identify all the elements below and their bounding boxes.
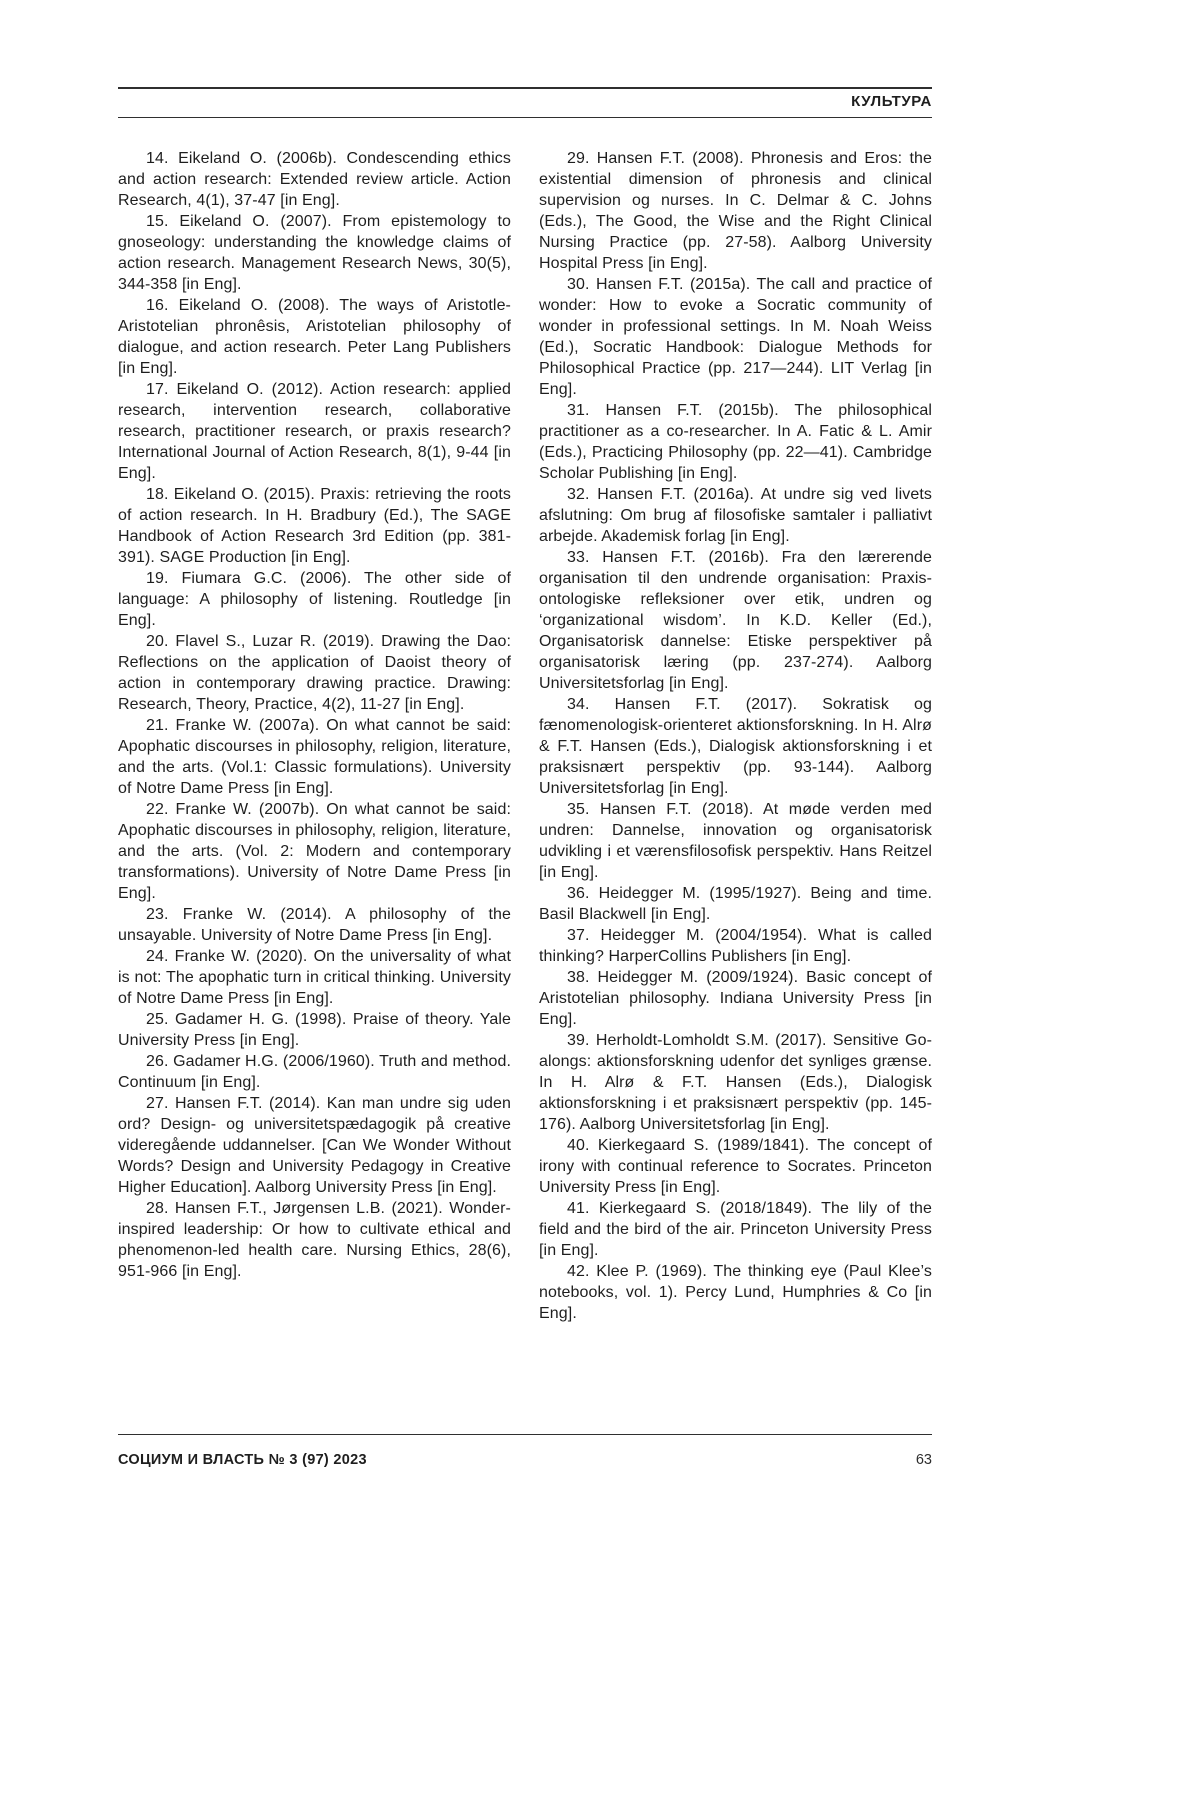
reference-entry-38: 38. Heidegger M. (2009/1924). Basic concept of Aristotelian philosophy. Indiana University Press [in Eng]. — [539, 969, 932, 1028]
reference-entry-30: 30. Hansen F.T. (2015a). The call and practice of wonder: How to evoke a Socratic community of wonder in professional settings. In M. Noah Weiss (Ed.), Socratic Handbook: Dialogue Methods for Philosophical Practice (pp. 217—244). LIT Verlag [in Eng]. — [539, 276, 932, 398]
reference-entry-26: 26. Gadamer H.G. (2006/1960). Truth and method. Continuum [in Eng]. — [118, 1053, 511, 1091]
reference-entry-27: 27. Hansen F.T. (2014). Kan man undre sig uden ord? Design- og universitetspædagogik på creative videregående uddannelser. [Can We Wonder Without Words? Design and University Pedagogy in Creative Higher Education]. Aalborg University Press [in Eng]. — [118, 1095, 511, 1196]
reference-entry-41: 41. Kierkegaard S. (2018/1849). The lily of the field and the bird of the air. Princeton University Press [in Eng]. — [539, 1200, 932, 1259]
reference-entry-25: 25. Gadamer H. G. (1998). Praise of theory. Yale University Press [in Eng]. — [118, 1011, 511, 1049]
reference-entry-32: 32. Hansen F.T. (2016a). At undre sig ved livets afslutning: Om brug af filosofiske samtaler i palliativt arbejde. Akademisk forlag [in Eng]. — [539, 486, 932, 545]
page-footer — [118, 1452, 932, 1468]
reference-entry-31: 31. Hansen F.T. (2015b). The philosophical practitioner as a co-researcher. In A. Fatic & L. Amir (Eds.), Practicing Philosophy (pp. 22—41). Cambridge Scholar Publishing [in Eng]. — [539, 402, 932, 482]
reference-entry-17: 17. Eikeland O. (2012). Action research: applied research, intervention research, collaborative research, practitioner research, or praxis research? International Journal of Action Research, 8(1), 9-44 [in Eng]. — [118, 381, 511, 482]
header-rule-bottom — [118, 117, 932, 118]
reference-entry-33: 33. Hansen F.T. (2016b). Fra den lærerende organisation til den undrende organisation: Praxis-ontologiske refleksioner over etik, undren og ‘organizational wisdom’. In K.D. Keller (Ed.), Organisatorisk dannelse: Etiske perspektiver på organisatorisk læring (pp. 237-274). Aalborg Universitetsforlag [in Eng]. — [539, 549, 932, 692]
reference-entry-34: 34. Hansen F.T. (2017). Sokratisk og fænomenologisk-orienteret aktionsforskning. In H. Alrø & F.T. Hansen (Eds.), Dialogisk aktionsforskning i et praksisnært perspektiv (pp. 93-144). Aalborg Universitetsforlag [in Eng]. — [539, 696, 932, 797]
footer-rule — [118, 1434, 932, 1435]
reference-entry-16: 16. Eikeland O. (2008). The ways of Aristotle-Aristotelian phronêsis, Aristotelian philosophy of dialogue, and action research. Peter Lang Publishers [in Eng]. — [118, 297, 511, 377]
reference-entry-42: 42. Klee P. (1969). The thinking eye (Paul Klee’s notebooks, vol. 1). Percy Lund, Humphries & Co [in Eng]. — [539, 1263, 932, 1322]
reference-entry-14: 14. Eikeland O. (2006b). Condescending ethics and action research: Extended review article. Action Research, 4(1), 37-47 [in Eng]. — [118, 150, 511, 209]
right-column — [539, 148, 932, 1324]
left-column — [118, 148, 511, 1324]
reference-entry-36: 36. Heidegger M. (1995/1927). Being and time. Basil Blackwell [in Eng]. — [539, 885, 932, 923]
reference-entry-23: 23. Franke W. (2014). A philosophy of the unsayable. University of Notre Dame Press [in Eng]. — [118, 906, 511, 944]
reference-entry-35: 35. Hansen F.T. (2018). At møde verden med undren: Dannelse, innovation og organisatorisk udvikling i et værensfilosofisk perspektiv. Hans Reitzel [in Eng]. — [539, 801, 932, 881]
reference-entry-37: 37. Heidegger M. (2004/1954). What is called thinking? HarperCollins Publishers [in Eng]. — [539, 927, 932, 965]
reference-entry-39: 39. Herholdt-Lomholdt S.M. (2017). Sensitive Go-alongs: aktionsforskning udenfor det synliges grænse. In H. Alrø & F.T. Hansen (Eds.), Dialogisk aktionsforskning i et praksisnært perspektiv (pp. 145-176). Aalborg Universitetsforlag [in Eng]. — [539, 1032, 932, 1133]
page-number: 63 — [915, 1452, 932, 1468]
header-rule-top — [118, 87, 932, 89]
reference-entry-28: 28. Hansen F.T., Jørgensen L.B. (2021). Wonder-inspired leadership: Or how to cultivate ethical and phenomenon-led health care. Nursing Ethics, 28(6), 951-966 [in Eng]. — [118, 1200, 511, 1280]
reference-entry-15: 15. Eikeland O. (2007). From epistemology to gnoseology: understanding the knowledge claims of action research. Management Research News, 30(5), 344-358 [in Eng]. — [118, 213, 511, 293]
reference-entry-22: 22. Franke W. (2007b). On what cannot be said: Apophatic discourses in philosophy, religion, literature, and the arts. (Vol. 2: Modern and contemporary transformations). University of Notre Dame Press [in Eng]. — [118, 801, 511, 902]
reference-entry-40: 40. Kierkegaard S. (1989/1841). The concept of irony with continual reference to Socrates. Princeton University Press [in Eng]. — [539, 1137, 932, 1196]
reference-entry-19: 19. Fiumara G.C. (2006). The other side of language: A philosophy of listening. Routledge [in Eng]. — [118, 570, 511, 629]
reference-entry-29: 29. Hansen F.T. (2008). Phronesis and Eros: the existential dimension of phronesis and clinical supervision og nurses. In C. Delmar & C. Johns (Eds.), The Good, the Wise and the Right Clinical Nursing Practice (pp. 27-58). Aalborg University Hospital Press [in Eng]. — [539, 150, 932, 272]
reference-list — [118, 148, 932, 1324]
reference-entry-20: 20. Flavel S., Luzar R. (2019). Drawing the Dao: Reflections on the application of Daoist theory of action in contemporary drawing practice. Drawing: Research, Theory, Practice, 4(2), 11-27 [in Eng]. — [118, 633, 511, 713]
reference-entry-18: 18. Eikeland O. (2015). Praxis: retrieving the roots of action research. In H. Bradbury (Ed.), The SAGE Handbook of Action Research 3rd Edition (pp. 381-391). SAGE Production [in Eng]. — [118, 486, 511, 566]
journal-title: СОЦИУМ И ВЛАСТЬ № 3 (97) 2023 — [118, 1452, 367, 1468]
reference-entry-24: 24. Franke W. (2020). On the universality of what is not: The apophatic turn in critical thinking. University of Notre Dame Press [in Eng]. — [118, 948, 511, 1007]
reference-entry-21: 21. Franke W. (2007a). On what cannot be said: Apophatic discourses in philosophy, religion, literature, and the arts. (Vol.1: Classic formulations). University of Notre Dame Press [in Eng]. — [118, 717, 511, 797]
section-label: КУЛЬТУРА — [851, 93, 932, 110]
